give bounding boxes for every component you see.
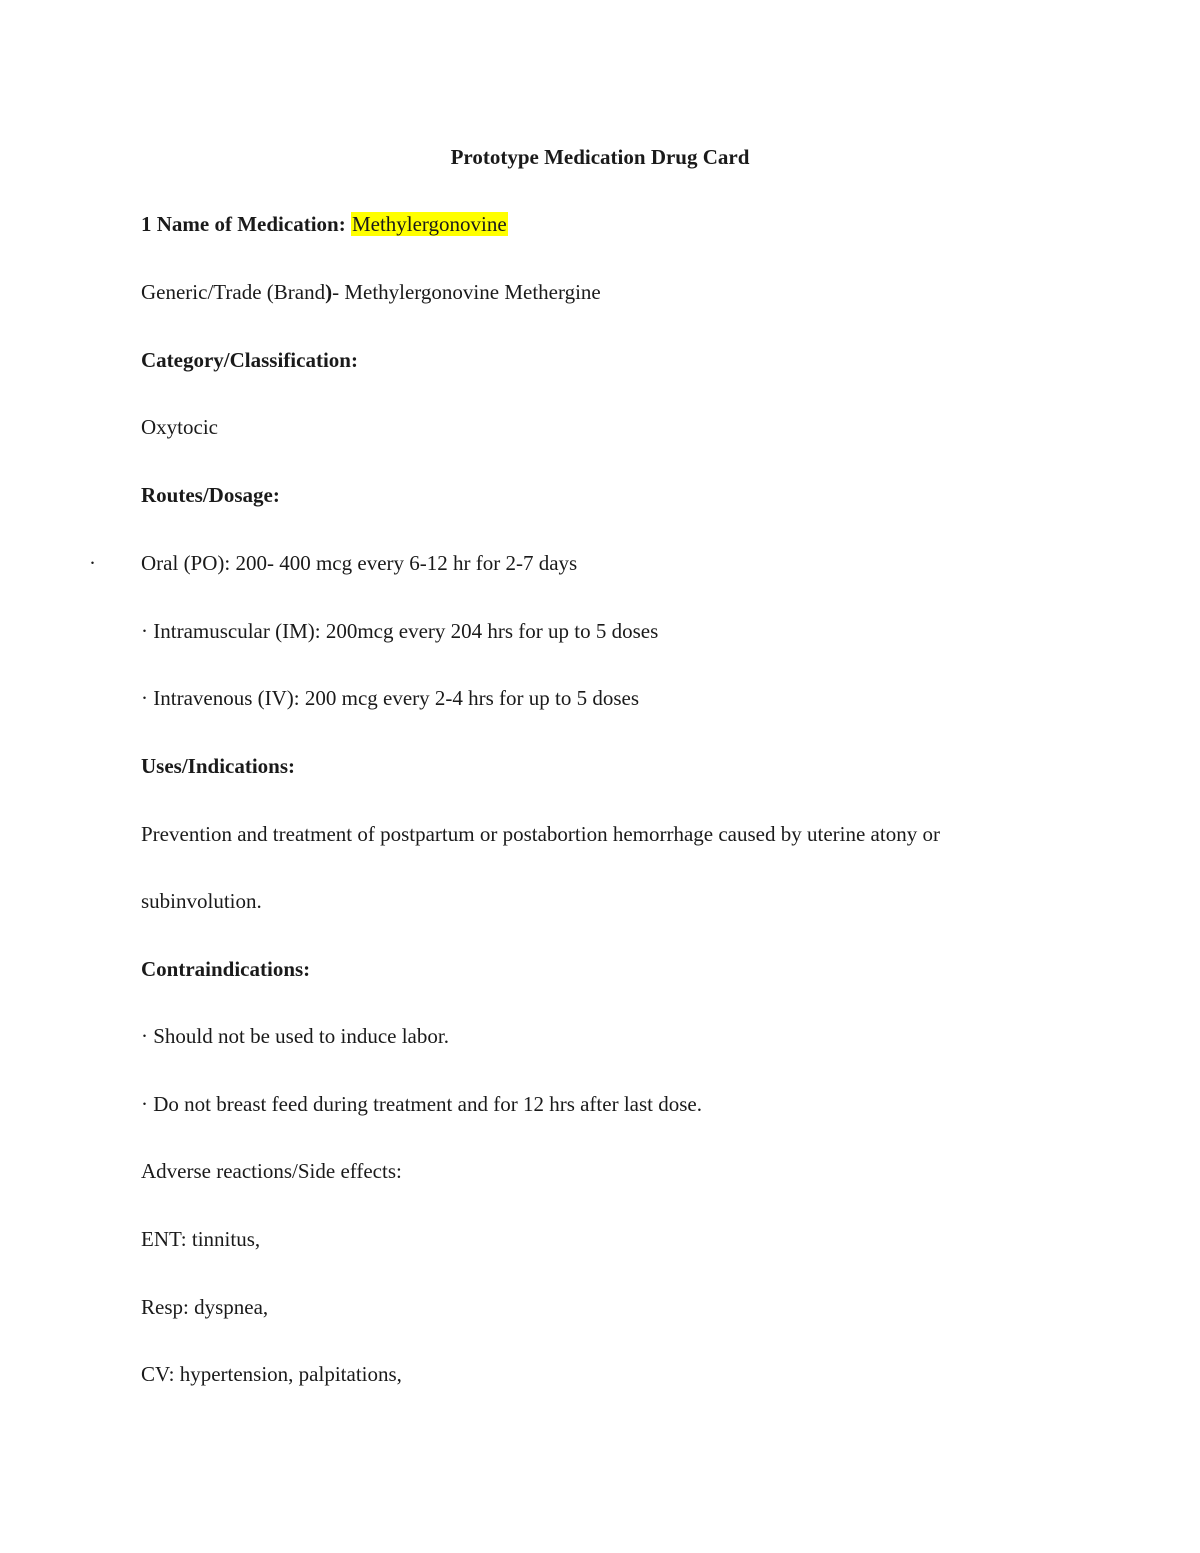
generic-trade-paren: ) xyxy=(325,280,333,304)
uses-text-line-2: subinvolution. xyxy=(141,889,262,913)
category-value: Oxytocic xyxy=(141,415,218,439)
uses-heading: Uses/Indications: xyxy=(141,754,296,778)
routes-first-bullet: · xyxy=(89,551,96,575)
generic-trade-line xyxy=(141,278,601,306)
medication-name-line xyxy=(141,210,508,238)
routes-heading: Routes/Dosage: xyxy=(141,483,280,507)
adverse-item-resp: Resp: dyspnea, xyxy=(141,1295,269,1319)
route-item-intramuscular: · Intramuscular (IM): 200mcg every 204 hrs for up to 5 doses xyxy=(141,619,659,643)
route-item-intravenous: · Intravenous (IV): 200 mcg every 2-4 hrs for up to 5 doses xyxy=(141,686,640,710)
generic-trade-label: Generic/Trade (Brand xyxy=(141,280,326,304)
uses-text-line-1: Prevention and treatment of postpartum or postabortion hemorrhage caused by uterine atony or xyxy=(141,822,940,846)
contraindications-heading: Contraindications: xyxy=(141,957,311,981)
contraindication-item-1: · Should not be used to induce labor. xyxy=(141,1024,449,1048)
generic-trade-value: - Methylergonovine Methergine xyxy=(332,280,601,304)
medication-name-label: 1 Name of Medication: xyxy=(141,212,346,236)
medication-name-value: Methylergonovine xyxy=(351,212,507,236)
adverse-item-ent: ENT: tinnitus, xyxy=(141,1227,261,1251)
contraindication-item-2: · Do not breast feed during treatment and for 12 hrs after last dose. xyxy=(141,1092,702,1116)
category-heading: Category/Classification: xyxy=(141,348,358,372)
route-item-oral: Oral (PO): 200- 400 mcg every 6-12 hr for 2-7 days xyxy=(141,551,578,575)
adverse-item-cv: CV: hypertension, palpitations, xyxy=(141,1362,402,1386)
adverse-heading: Adverse reactions/Side effects: xyxy=(141,1159,402,1183)
page-title: Prototype Medication Drug Card xyxy=(450,145,750,169)
